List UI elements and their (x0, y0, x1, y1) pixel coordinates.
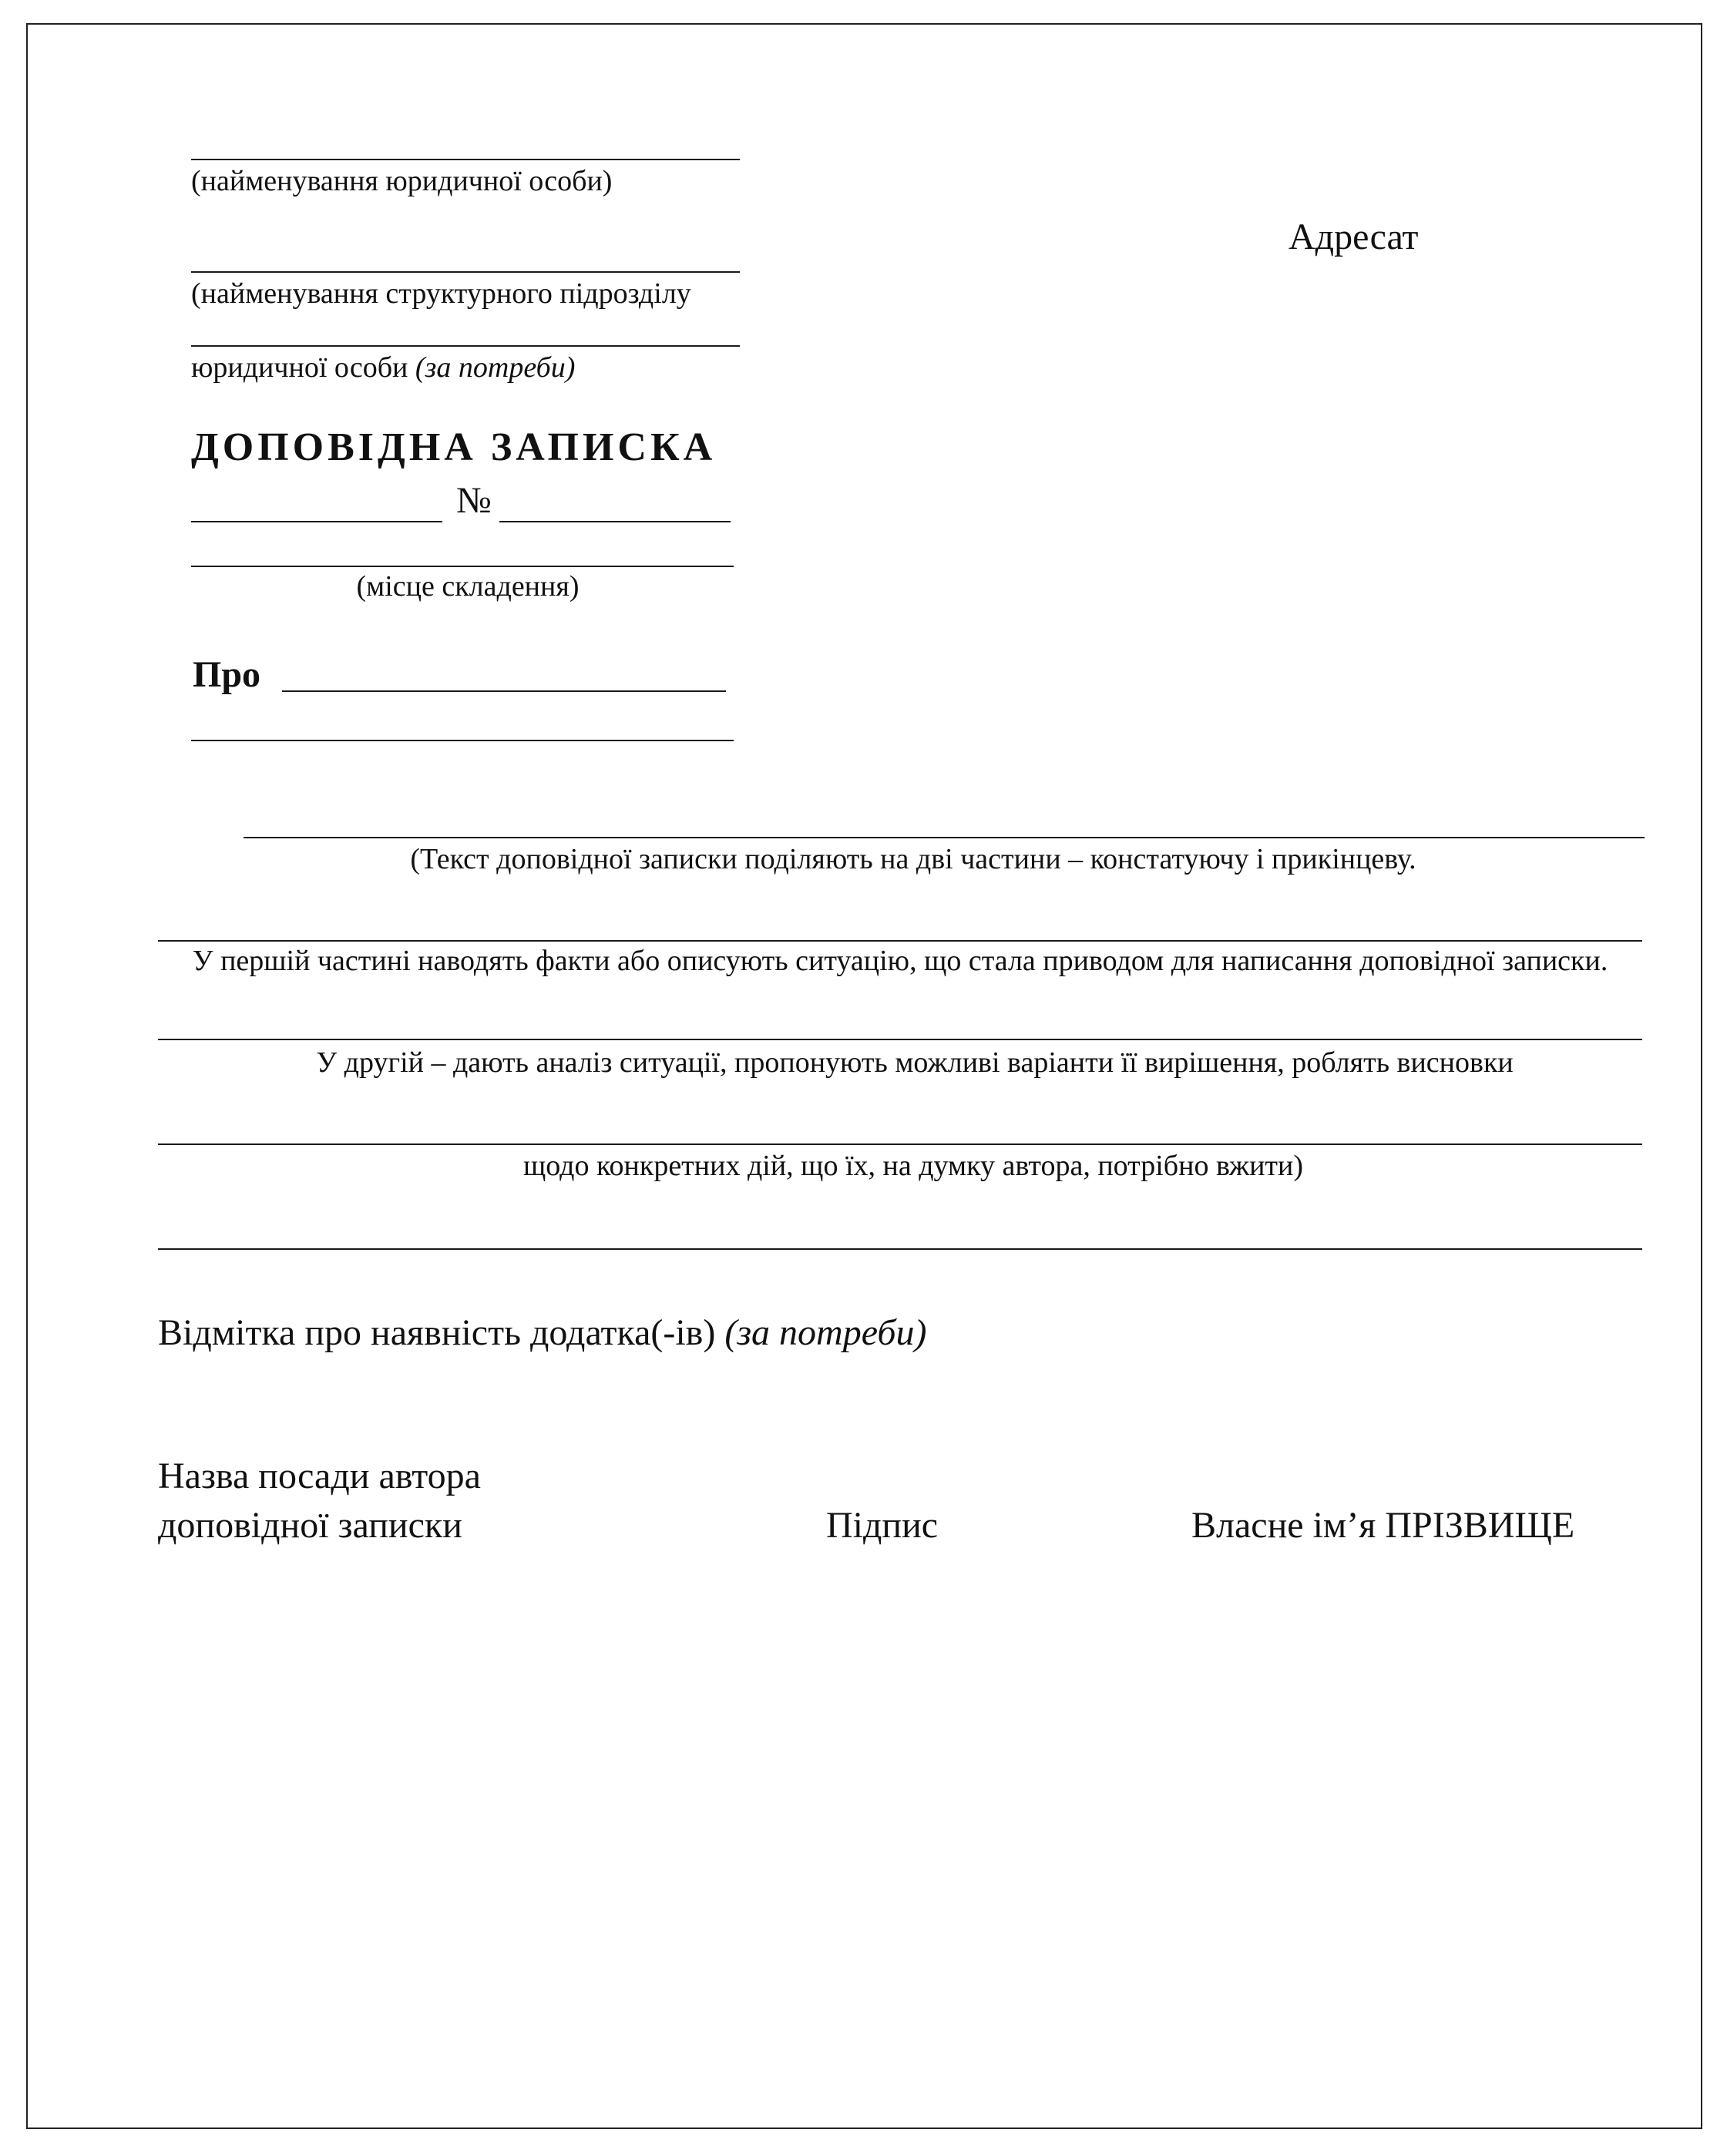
attachment-text: Відмітка про наявність додатка(-ів) (158, 1312, 716, 1353)
author-name: Власне ім’я ПРІЗВИЩЕ (1191, 1505, 1575, 1546)
legal-entity-line (191, 159, 740, 160)
place-caption: (місце складення) (356, 570, 580, 603)
date-line (191, 521, 442, 522)
addressee: Адресат (1289, 217, 1419, 257)
body-line-5 (158, 1248, 1642, 1250)
subdivision-line-2 (191, 345, 740, 347)
body-text-line-2: У першій частині наводять факти або описують ситуацію, що стала приводом для написання доповідної записки. (192, 945, 1608, 977)
attachment-mark (158, 1312, 927, 1353)
number-sign: № (456, 480, 492, 521)
subject-label: Про (193, 654, 261, 695)
place-line (191, 566, 734, 567)
subdivision-caption-note: (за потреби) (415, 351, 576, 384)
signature-label: Підпис (826, 1505, 939, 1546)
body-line-4 (158, 1143, 1642, 1145)
body-line-1 (244, 837, 1645, 838)
body-text-line-1: (Текст доповідної записки поділяють на дві частини – констатуючу і прикінцеву. (410, 843, 1416, 875)
subdivision-line-1 (191, 271, 740, 273)
subdivision-caption-1: (найменування структурного підрозділу (191, 277, 691, 310)
author-position-line-2: доповідної записки (158, 1505, 462, 1546)
body-text-line-3: У другій – дають аналіз ситуації, пропонують можливі варіанти її вирішення, роблять висновки (316, 1046, 1514, 1079)
subject-line-1 (282, 690, 726, 692)
body-line-3 (158, 1039, 1642, 1040)
body-line-2 (158, 940, 1642, 942)
document-title: ДОПОВІДНА ЗАПИСКА (191, 425, 717, 469)
legal-entity-caption: (найменування юридичної особи) (191, 165, 613, 197)
subdivision-caption-2-text: юридичної особи (191, 351, 408, 384)
body-text-line-4: щодо конкретних дій, що їх, на думку автора, потрібно вжити) (522, 1150, 1304, 1182)
subdivision-caption-2 (191, 353, 575, 382)
attachment-note: (за потреби) (724, 1312, 927, 1353)
subject-line-2 (191, 740, 734, 741)
number-line (499, 521, 731, 522)
author-position-line-1: Назва посади автора (158, 1456, 481, 1496)
